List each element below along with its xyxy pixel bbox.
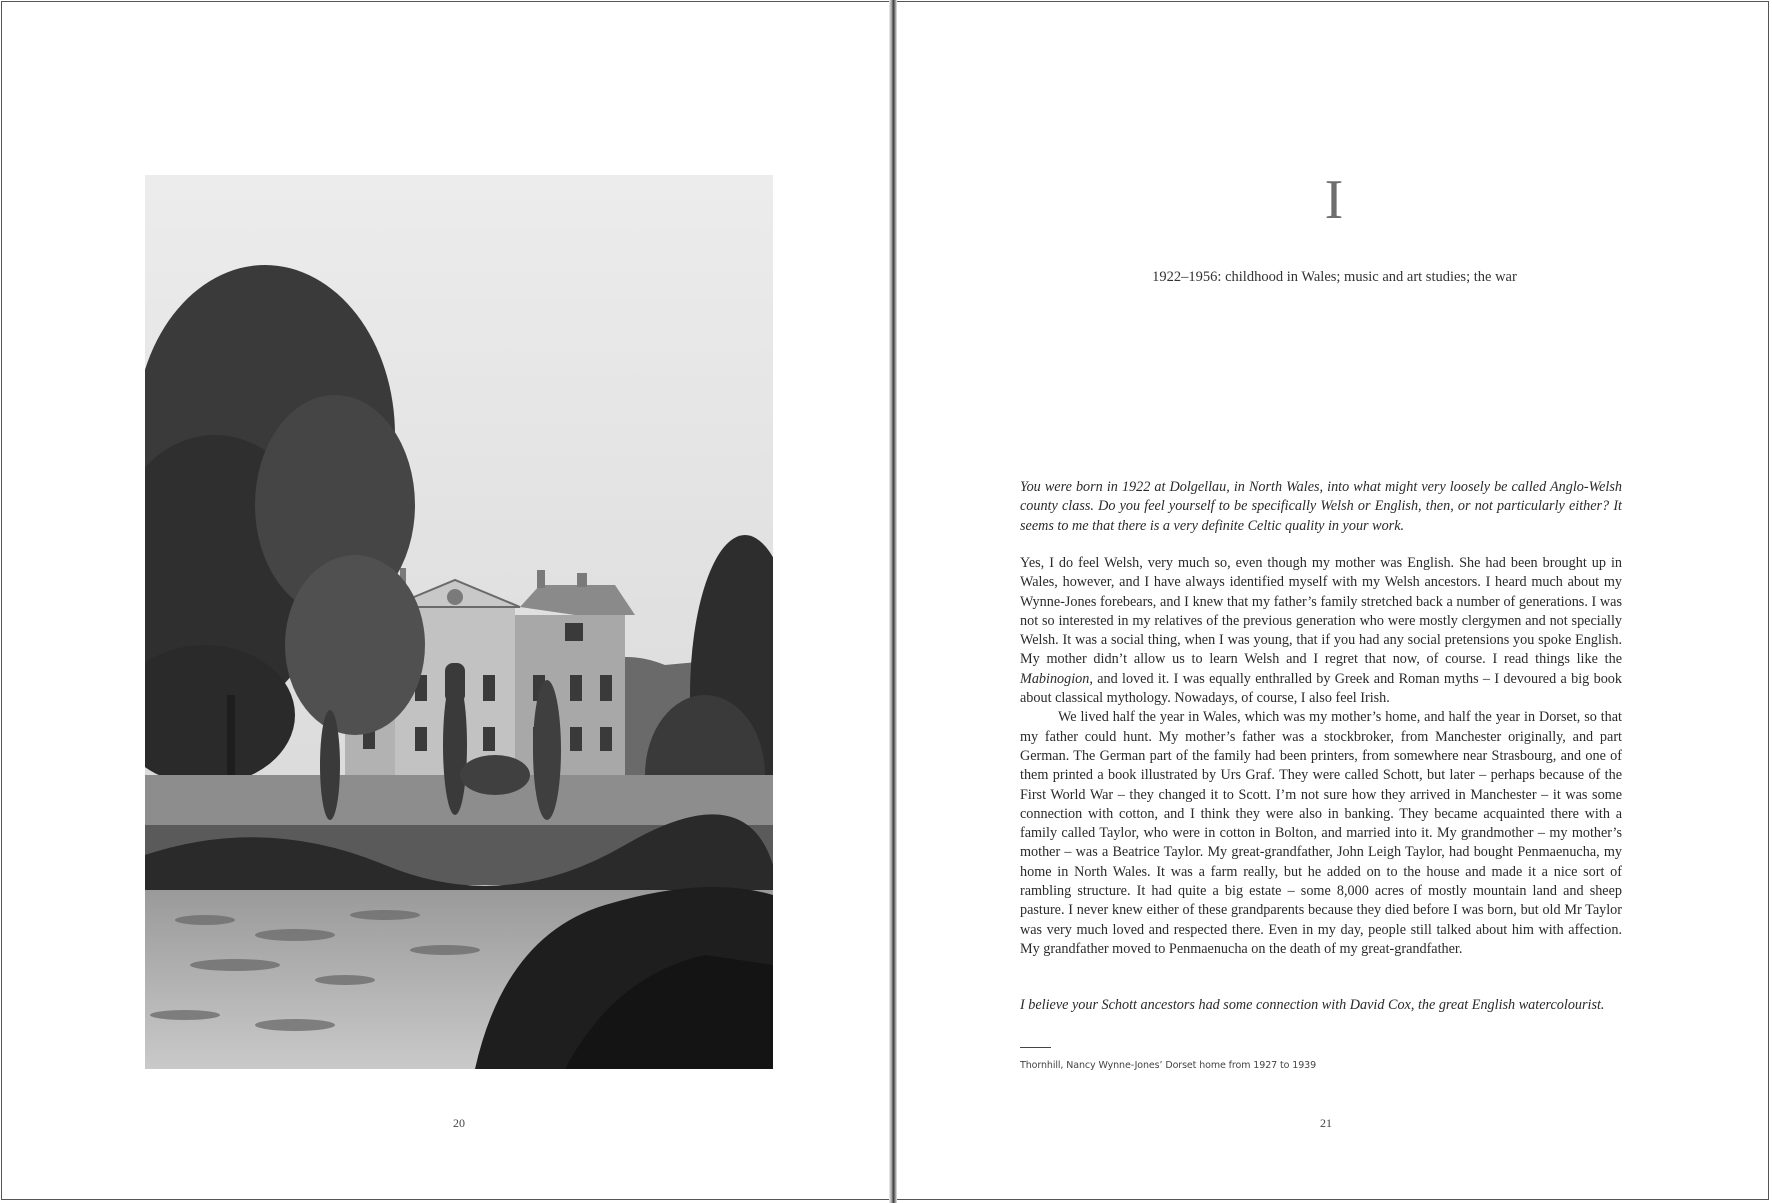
- book-title-mabinogion: Mabinogion: [1020, 670, 1090, 687]
- photo-caption: Thornhill, Nancy Wynne-Jones’ Dorset home from 1927 to 1939: [1020, 1060, 1317, 1071]
- answer-p1-before-title: Yes, I do feel Welsh, very much so, even though my mother was English. She had been brought up in Wales, however, and I have always identified myself with my Welsh ancestors. I heard much about my Wynne-Jones forebears, and I knew that my father’s family stretched back a number of generations. I was not so interested in my relatives of the previous generation who were mostly clergymen and not specially Welsh. It was a social thing, when I was young, that if you had any social pretensions you spoke English. My mother didn’t allow us to learn Welsh and I regret that now, of course. I read things like the: [1020, 555, 1622, 668]
- answer-paragraph-1: [1020, 554, 1622, 708]
- photo-thornhill-house: [145, 175, 773, 1069]
- right-page-number: 21: [1320, 1116, 1332, 1130]
- answer-p1-after-title: , and loved it. I was equally enthralled by Greek and Roman myths – I devoured a big book about classical mythology. Nowadays, of course, I also feel Irish.: [1020, 670, 1622, 707]
- interview-question-1: [1020, 478, 1622, 536]
- caption-rule: [1020, 1047, 1051, 1048]
- question-1-text: You were born in 1922 at Dolgellau, in North Wales, into what might very loosely be called Anglo-Welsh county class. Do you feel yourself to be specifically Welsh or English, then, or not particularly either? It seems to me that there is a very definite Celtic quality in your work.: [1020, 479, 1622, 534]
- interview-answer-1: [1020, 554, 1622, 959]
- interview-question-2: [1020, 996, 1622, 1015]
- book-gutter: [889, 0, 897, 1203]
- chapter-subtitle: 1922–1956: childhood in Wales; music and art studies; the war: [1152, 269, 1517, 285]
- answer-paragraph-2: We lived half the year in Wales, which was my mother’s home, and half the year in Dorset, so that my father could hunt. My mother’s father was a stockbroker, from Manchester originally, and part German. The German part of the family had been printers, from somewhere near Strasbourg, and one of them printed a book illustrated by Urs Graf. They were called Schott, but later – perhaps because of the First World War – they changed it to Scott. I’m not sure how they arrived in Manchester – it was some connection with cotton, and I think they were also in banking. They became acquainted there with a family called Taylor, who were in cotton in Bolton, and married into it. My grandmother – my mother’s mother – was a Beatrice Taylor. My great-grandfather, John Leigh Taylor, had bought Penmaenucha, my home in North Wales. It was a farm really, but he added on to the house and made it a nice sort of rambling structure. It had quite a big estate – some 8,000 acres of mostly mountain land and sheep pasture. I never knew either of these grandparents because they died before I was born, but old Mr Taylor was very much loved and respected there. Even in my day, people still talked about him with affection. My grandfather moved to Penmaenucha on the death of my great-grandfather.: [1020, 709, 1622, 957]
- chapter-number: I: [1324, 169, 1345, 231]
- question-2-text: I believe your Schott ancestors had some connection with David Cox, the great English watercolourist.: [1020, 997, 1605, 1013]
- left-page-number: 20: [453, 1116, 465, 1130]
- right-page: [897, 0, 1772, 1203]
